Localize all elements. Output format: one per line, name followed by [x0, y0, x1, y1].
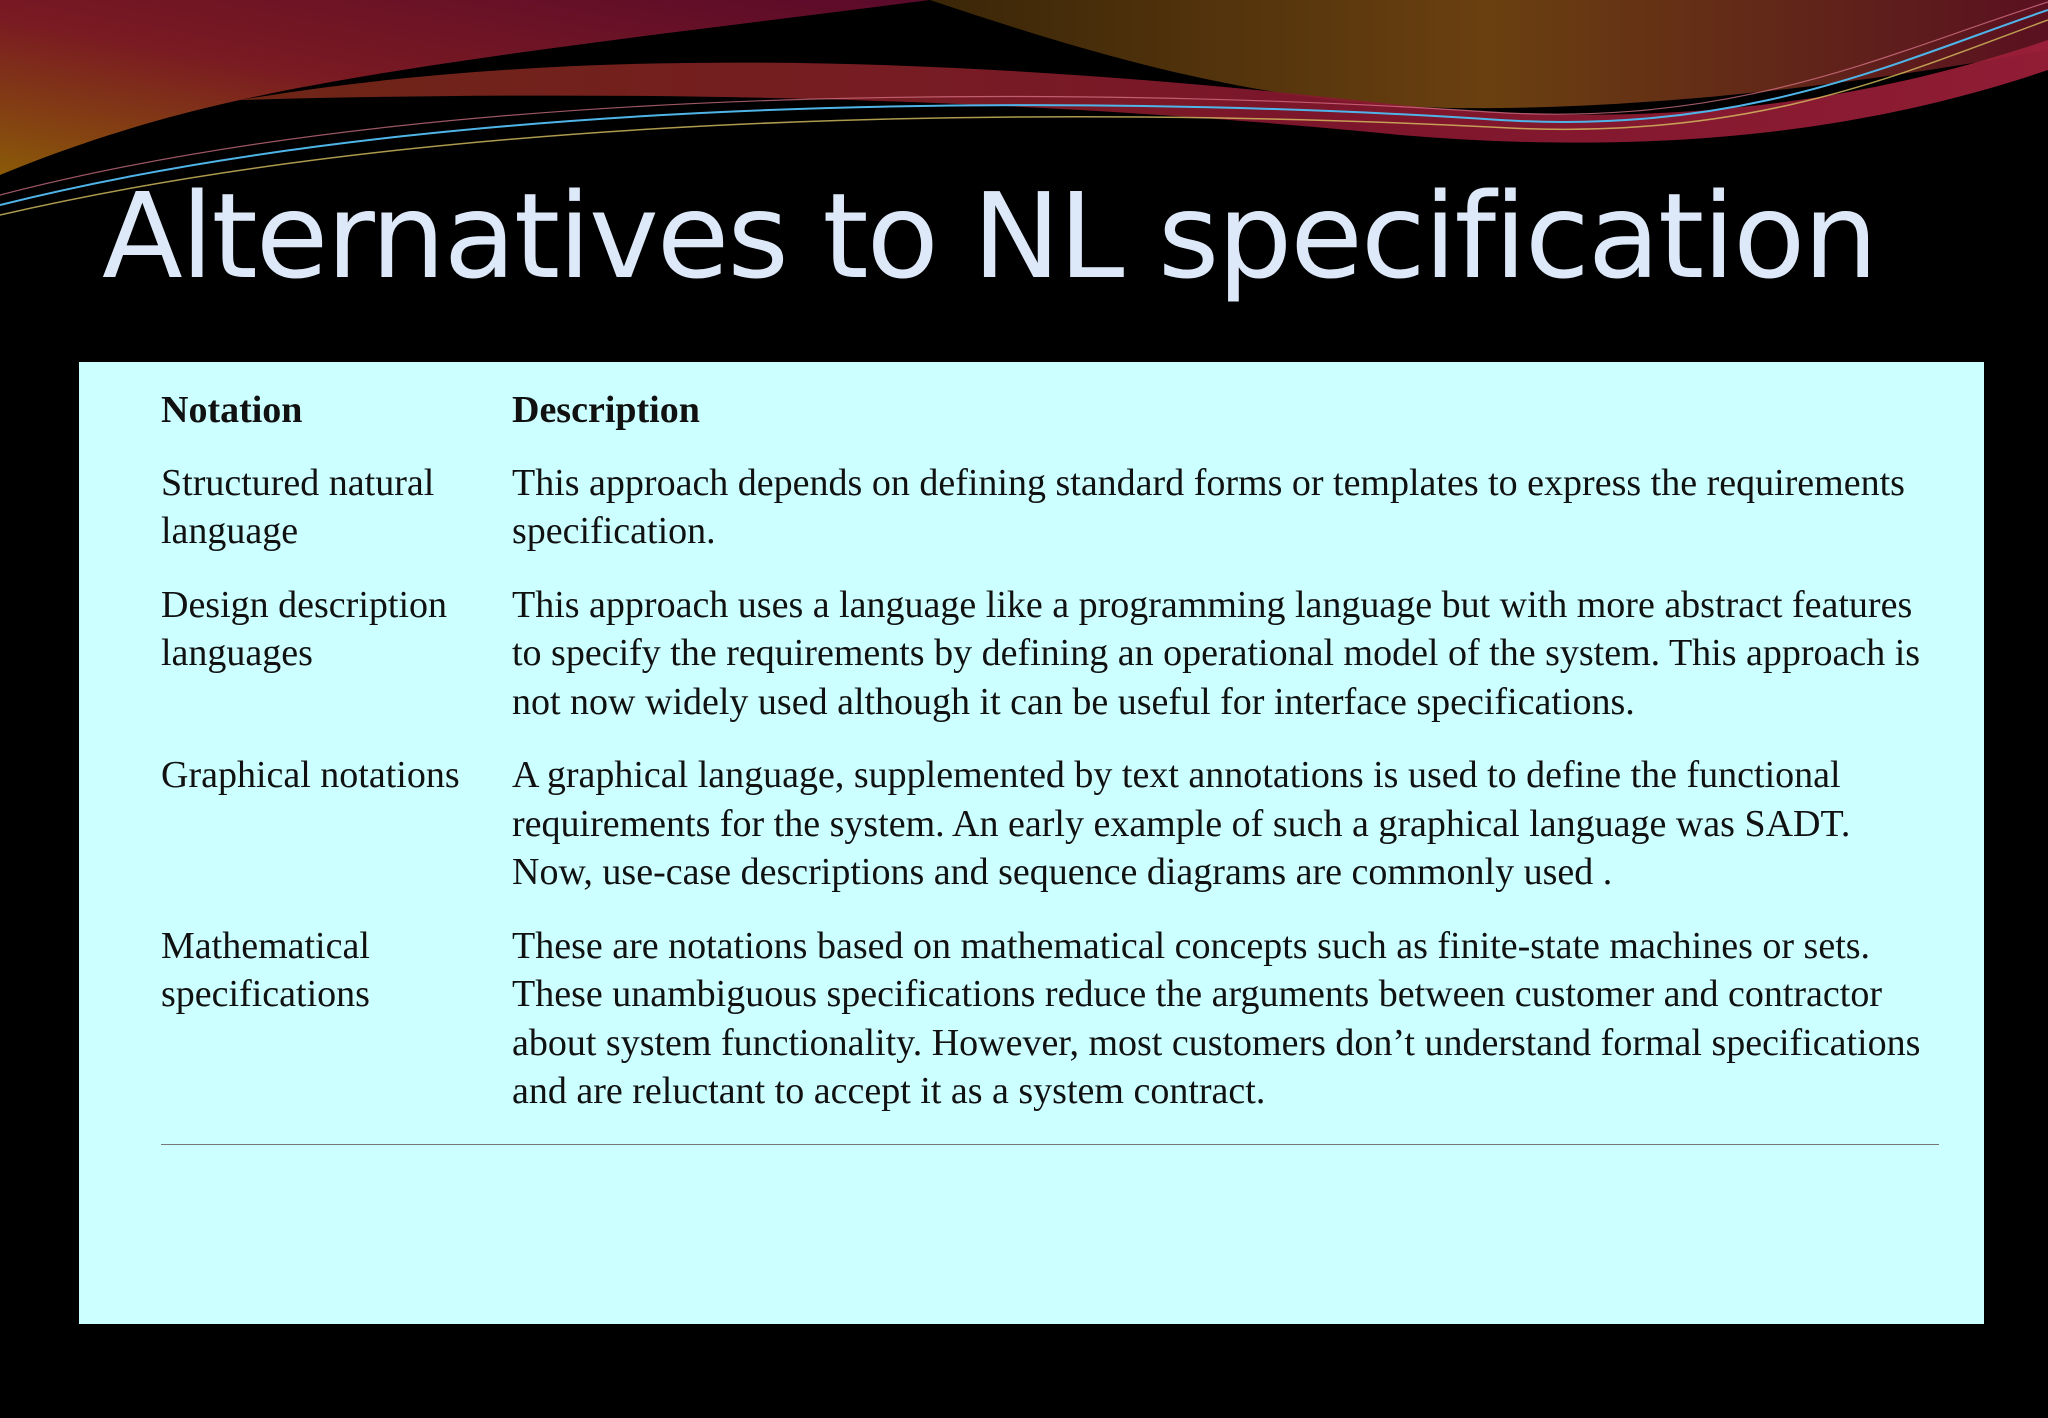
notation-table [161, 362, 1939, 1145]
content-panel [79, 362, 1984, 1324]
header-description: Description [512, 389, 700, 431]
notation-cell: Structured natural language [161, 461, 435, 552]
table-row [161, 459, 1939, 581]
slide-title: Alternatives to NL specification [102, 167, 1877, 305]
table-row [161, 751, 1939, 922]
table-row [161, 581, 1939, 752]
description-cell: This approach depends on defining standard forms or templates to express the requirements specification. [512, 461, 1905, 552]
description-cell: These are notations based on mathematical concepts such as finite-state machines or sets. These unambiguous specifications reduce the arguments between customer and contractor about system functionality. However, most customers don’t understand formal specifications and are reluctant to accept it as a system contract. [512, 924, 1921, 1112]
table-header-row [161, 362, 1939, 459]
notation-cell: Design description languages [161, 583, 448, 674]
table-row [161, 922, 1939, 1145]
notation-cell: Mathematical specifications [161, 924, 370, 1015]
notation-cell: Graphical notations [161, 754, 460, 796]
header-notation: Notation [161, 389, 303, 431]
description-cell: This approach uses a language like a programming language but with more abstract features to specify the requirements by defining an operational model of the system. This approach is not now widely used although it can be useful for interface specifications. [512, 583, 1921, 723]
description-cell: A graphical language, supplemented by text annotations is used to define the functional requirements for the system. An early example of such a graphical language was SADT. Now, use-case descriptions and sequence diagrams are commonly used . [512, 754, 1851, 893]
